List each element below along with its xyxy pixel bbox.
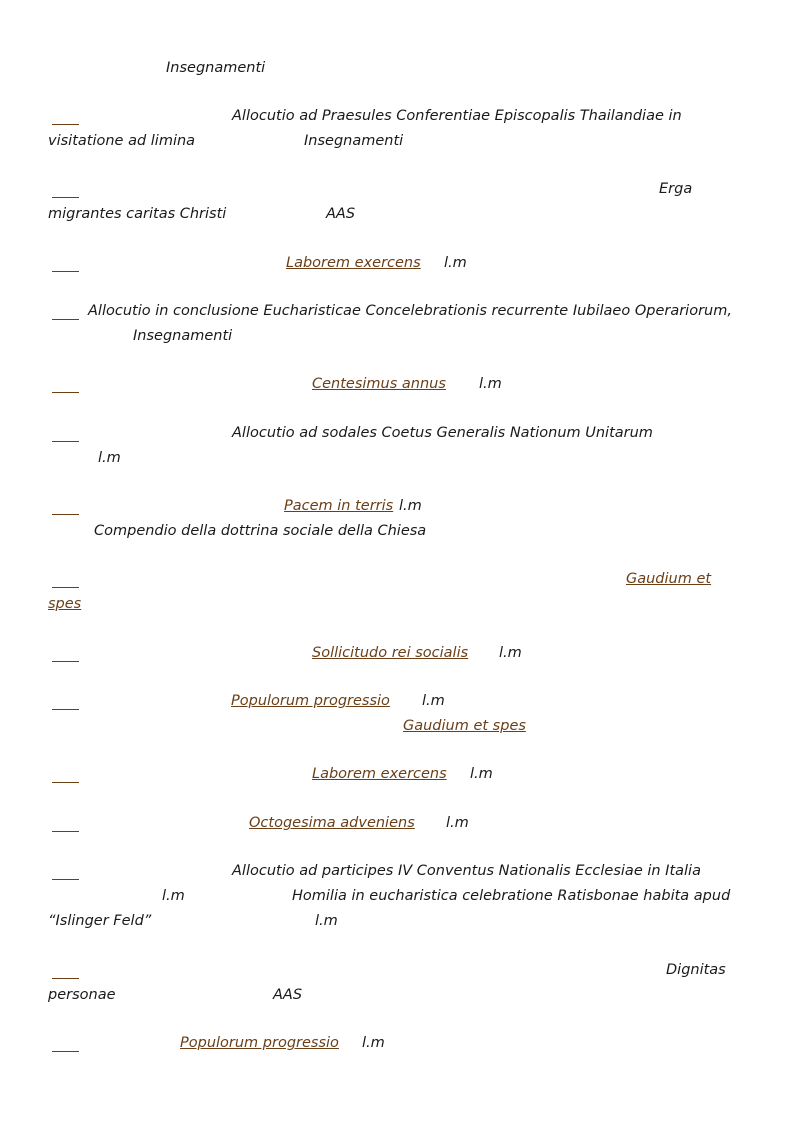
document-link[interactable]: Centesimus annus [312, 376, 446, 392]
source-label: Insegnamenti [166, 60, 266, 76]
footnote-marker[interactable] [52, 587, 79, 588]
citation-title: Homilia in eucharistica celebratione Ratisbonae habita apud [292, 888, 731, 904]
document-link[interactable]: Populorum progressio [180, 1035, 339, 1051]
footnote-marker[interactable] [52, 441, 79, 442]
footnote-marker[interactable] [52, 879, 79, 880]
document-link[interactable]: Populorum progressio [231, 693, 390, 709]
document-link[interactable]: Gaudium et spes [403, 718, 526, 734]
footnote-marker[interactable] [52, 831, 79, 832]
document-link[interactable]: Gaudium et [626, 571, 712, 587]
footnote-marker[interactable] [52, 319, 79, 320]
document-link[interactable]: Pacem in terris [284, 498, 394, 514]
source-label: l.m [98, 450, 121, 466]
footnote-marker[interactable] [52, 978, 79, 979]
footnote-marker[interactable] [52, 709, 79, 710]
citation-title: “Islinger Feld” [48, 913, 152, 929]
footnote-marker[interactable] [52, 514, 79, 515]
footnote-marker[interactable] [52, 782, 79, 783]
citation-title: Allocutio ad participes IV Conventus Nationalis Ecclesiae in Italia [232, 863, 701, 879]
citation-title: Allocutio ad sodales Coetus Generalis Nationum Unitarum [232, 425, 653, 441]
citation-title: personae [48, 987, 116, 1003]
source-label: l.m [470, 766, 493, 782]
document-link[interactable]: spes [48, 596, 82, 612]
source-label: l.m [362, 1035, 385, 1051]
footnote-marker[interactable] [52, 197, 79, 198]
citation-title: visitatione ad limina [48, 133, 196, 149]
citation-title: Erga [659, 181, 693, 197]
footnote-marker[interactable] [52, 392, 79, 393]
source-label: l.m [499, 645, 522, 661]
footnote-marker[interactable] [52, 124, 79, 125]
footnote-marker[interactable] [52, 1051, 79, 1052]
source-label: l.m [399, 498, 422, 514]
source-label: l.m [444, 255, 467, 271]
document-link[interactable]: Octogesima adveniens [249, 815, 415, 831]
document-link[interactable]: Laborem exercens [312, 766, 447, 782]
source-label: l.m [162, 888, 185, 904]
source-label: AAS [326, 206, 356, 222]
source-label: l.m [479, 376, 502, 392]
source-label: Insegnamenti [304, 133, 404, 149]
citation-title: Allocutio ad Praesules Conferentiae Episcopalis Thailandiae in [232, 108, 682, 124]
source-label: AAS [273, 987, 303, 1003]
citation-title: migrantes caritas Christi [48, 206, 227, 222]
source-label: l.m [422, 693, 445, 709]
document-link[interactable]: Laborem exercens [286, 255, 421, 271]
footnote-marker[interactable] [52, 661, 79, 662]
source-label: l.m [446, 815, 469, 831]
source-label: Insegnamenti [133, 328, 233, 344]
footnote-marker[interactable] [52, 271, 79, 272]
citation-title: Compendio della dottrina sociale della Chiesa [94, 523, 427, 539]
citation-title: Allocutio in conclusione Eucharisticae Concelebrationis recurrente Iubilaeo Operariorum, [88, 303, 732, 319]
source-label: l.m [315, 913, 338, 929]
document-link[interactable]: Sollicitudo rei socialis [312, 645, 469, 661]
citation-title: Dignitas [666, 962, 726, 978]
